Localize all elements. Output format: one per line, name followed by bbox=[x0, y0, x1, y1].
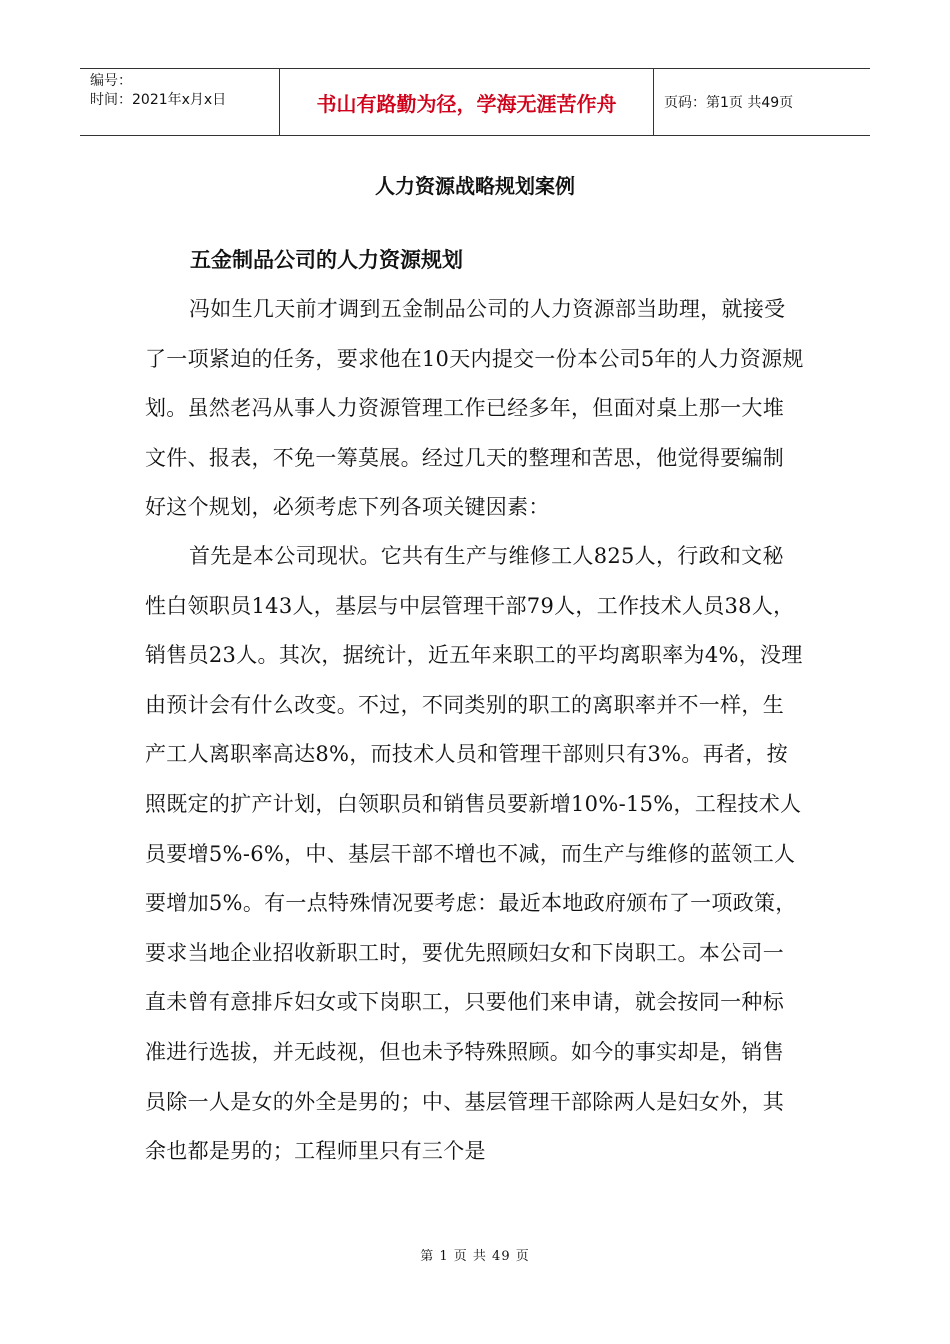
body-paragraph: 首先是本公司现状。它共有生产与维修工人825人，行政和文秘性白领职员143人，基层与中层管理干部79人，工作技术人员38人，销售员23人。其次，据统计，近五年来职工的平均离职率为4%，没理由预计会有什么改变。不过，不同类别的职工的离职率并不一样，生产工人离职率高达8%，而技术人员和管理干部则只有3%。再者，按照既定的扩产计划，白领职员和销售员要新增10%-15%，工程技术人员要增5%-6%，中、基层干部不增也不减，而生产与维修的蓝领工人要增加5%。有一点特殊情况要考虑：最近本地政府颁布了一项政策，要求当地企业招收新职工时，要优先照顾妇女和下岗职工。本公司一直未曾有意排斥妇女或下岗职工，只要他们来申请，就会按同一种标准进行选拔，并无歧视，但也未予特殊照顾。如今的事实却是，销售员除一人是女的外全是男的；中、基层管理干部除两人是妇女外，其余也都是男的；工程师里只有三个是 bbox=[145, 544, 803, 1164]
header-page-info: 页码：第1页 共49页 bbox=[664, 95, 794, 111]
section-heading: 五金制品公司的人力资源规划 bbox=[190, 248, 463, 272]
header-motto: 书山有路勤为径，学海无涯苦作舟 bbox=[280, 69, 654, 135]
page-footer: 第 1 页 共 49 页 bbox=[420, 1249, 530, 1264]
page-header bbox=[80, 68, 870, 136]
body-paragraph: 冯如生几天前才调到五金制品公司的人力资源部当助理，就接受了一项紧迫的任务，要求他在10天内提交一份本公司5年的人力资源规划。虽然老冯从事人力资源管理工作已经多年，但面对桌上那一大堆文件、报表，不免一筹莫展。经过几天的整理和苦思，他觉得要编制好这个规划，必须考虑下列各项关键因素： bbox=[145, 297, 804, 520]
document-number-label: 编号： bbox=[90, 73, 132, 89]
header-meta-cell bbox=[80, 69, 280, 135]
document-title: 人力资源战略规划案例 bbox=[375, 174, 575, 198]
document-date: 时间：2021年x月x日 bbox=[90, 92, 227, 108]
